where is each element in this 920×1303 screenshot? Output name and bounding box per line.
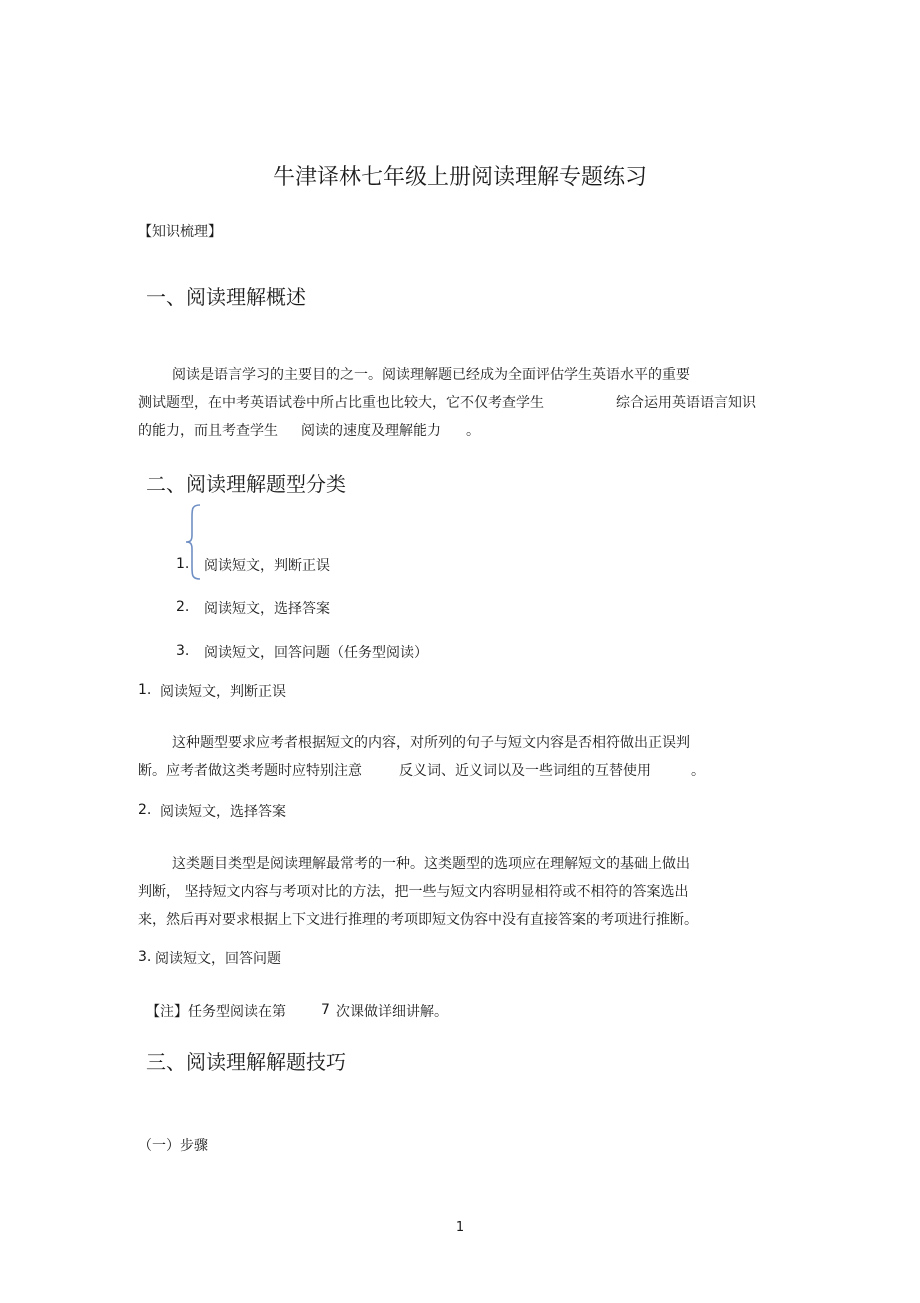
- heading-overview: 一、阅读理解概述: [146, 285, 306, 309]
- overview-line-3b: 阅读的速度及理解能力: [301, 423, 441, 439]
- sub2-heading: 阅读短文，选择答案: [160, 804, 286, 820]
- sub1-line-2c: 。: [691, 763, 705, 779]
- note-number: 7: [321, 1002, 330, 1018]
- overview-line-3a: 的能力，而且考查学生: [138, 423, 278, 439]
- type-1-number: 1.: [176, 556, 190, 572]
- note-suffix: 次课做详细讲解。: [336, 1004, 448, 1020]
- sub2-line-1: 这类题目类型是阅读理解最常考的一种。这类题型的选项应在理解短文的基础上做出: [172, 856, 690, 872]
- sub1-line-2a: 断。应考者做这类考题时应特别注意: [138, 763, 362, 779]
- type-3-label: 阅读短文，回答问题（任务型阅读）: [204, 645, 428, 661]
- sub1-heading: 阅读短文，判断正误: [160, 684, 286, 700]
- type-2-number: 2.: [176, 599, 190, 615]
- sub1-line-2b: 反义词、近义词以及一些词组的互替使用: [399, 763, 651, 779]
- overview-line-2a: 测试题型，在中考英语试卷中所占比重也比较大，它不仅考查学生: [138, 395, 544, 411]
- type-1-label: 阅读短文，判断正误: [204, 558, 330, 574]
- overview-line-1: 阅读是语言学习的主要目的之一。阅读理解题已经成为全面评估学生英语水平的重要: [172, 367, 690, 383]
- step-heading: （一）步骤: [138, 1138, 208, 1154]
- sub3-number: 3.: [138, 949, 152, 965]
- overview-line-2b: 综合运用英语语言知识: [616, 395, 756, 411]
- type-2-label: 阅读短文，选择答案: [204, 601, 330, 617]
- sub2-line-2: 判断， 坚持短文内容与考项对比的方法，把一些与短文内容明显相符或不相符的答案选出: [138, 884, 689, 900]
- heading-techniques: 三、阅读理解解题技巧: [146, 1050, 346, 1074]
- section-tag: 【知识梳理】: [138, 224, 222, 240]
- type-3-number: 3.: [176, 643, 190, 659]
- note-text: 【注】任务型阅读在第: [146, 1004, 286, 1020]
- sub1-line-1: 这种题型要求应考者根据短文的内容，对所列的句子与短文内容是否相符做出正误判: [172, 735, 690, 751]
- sub2-number: 2.: [138, 802, 152, 818]
- heading-types: 二、阅读理解题型分类: [146, 472, 346, 496]
- sub3-heading: 阅读短文，回答问题: [155, 951, 281, 967]
- sub1-number: 1.: [138, 682, 152, 698]
- page-number: 1: [455, 1220, 465, 1235]
- overview-line-3c: 。: [466, 423, 480, 439]
- document-title: 牛津译林七年级上册阅读理解专题练习: [272, 165, 647, 190]
- sub2-line-3: 来，然后再对要求根据上下文进行推理的考项即短文伪容中没有直接答案的考项进行推断。: [138, 912, 698, 928]
